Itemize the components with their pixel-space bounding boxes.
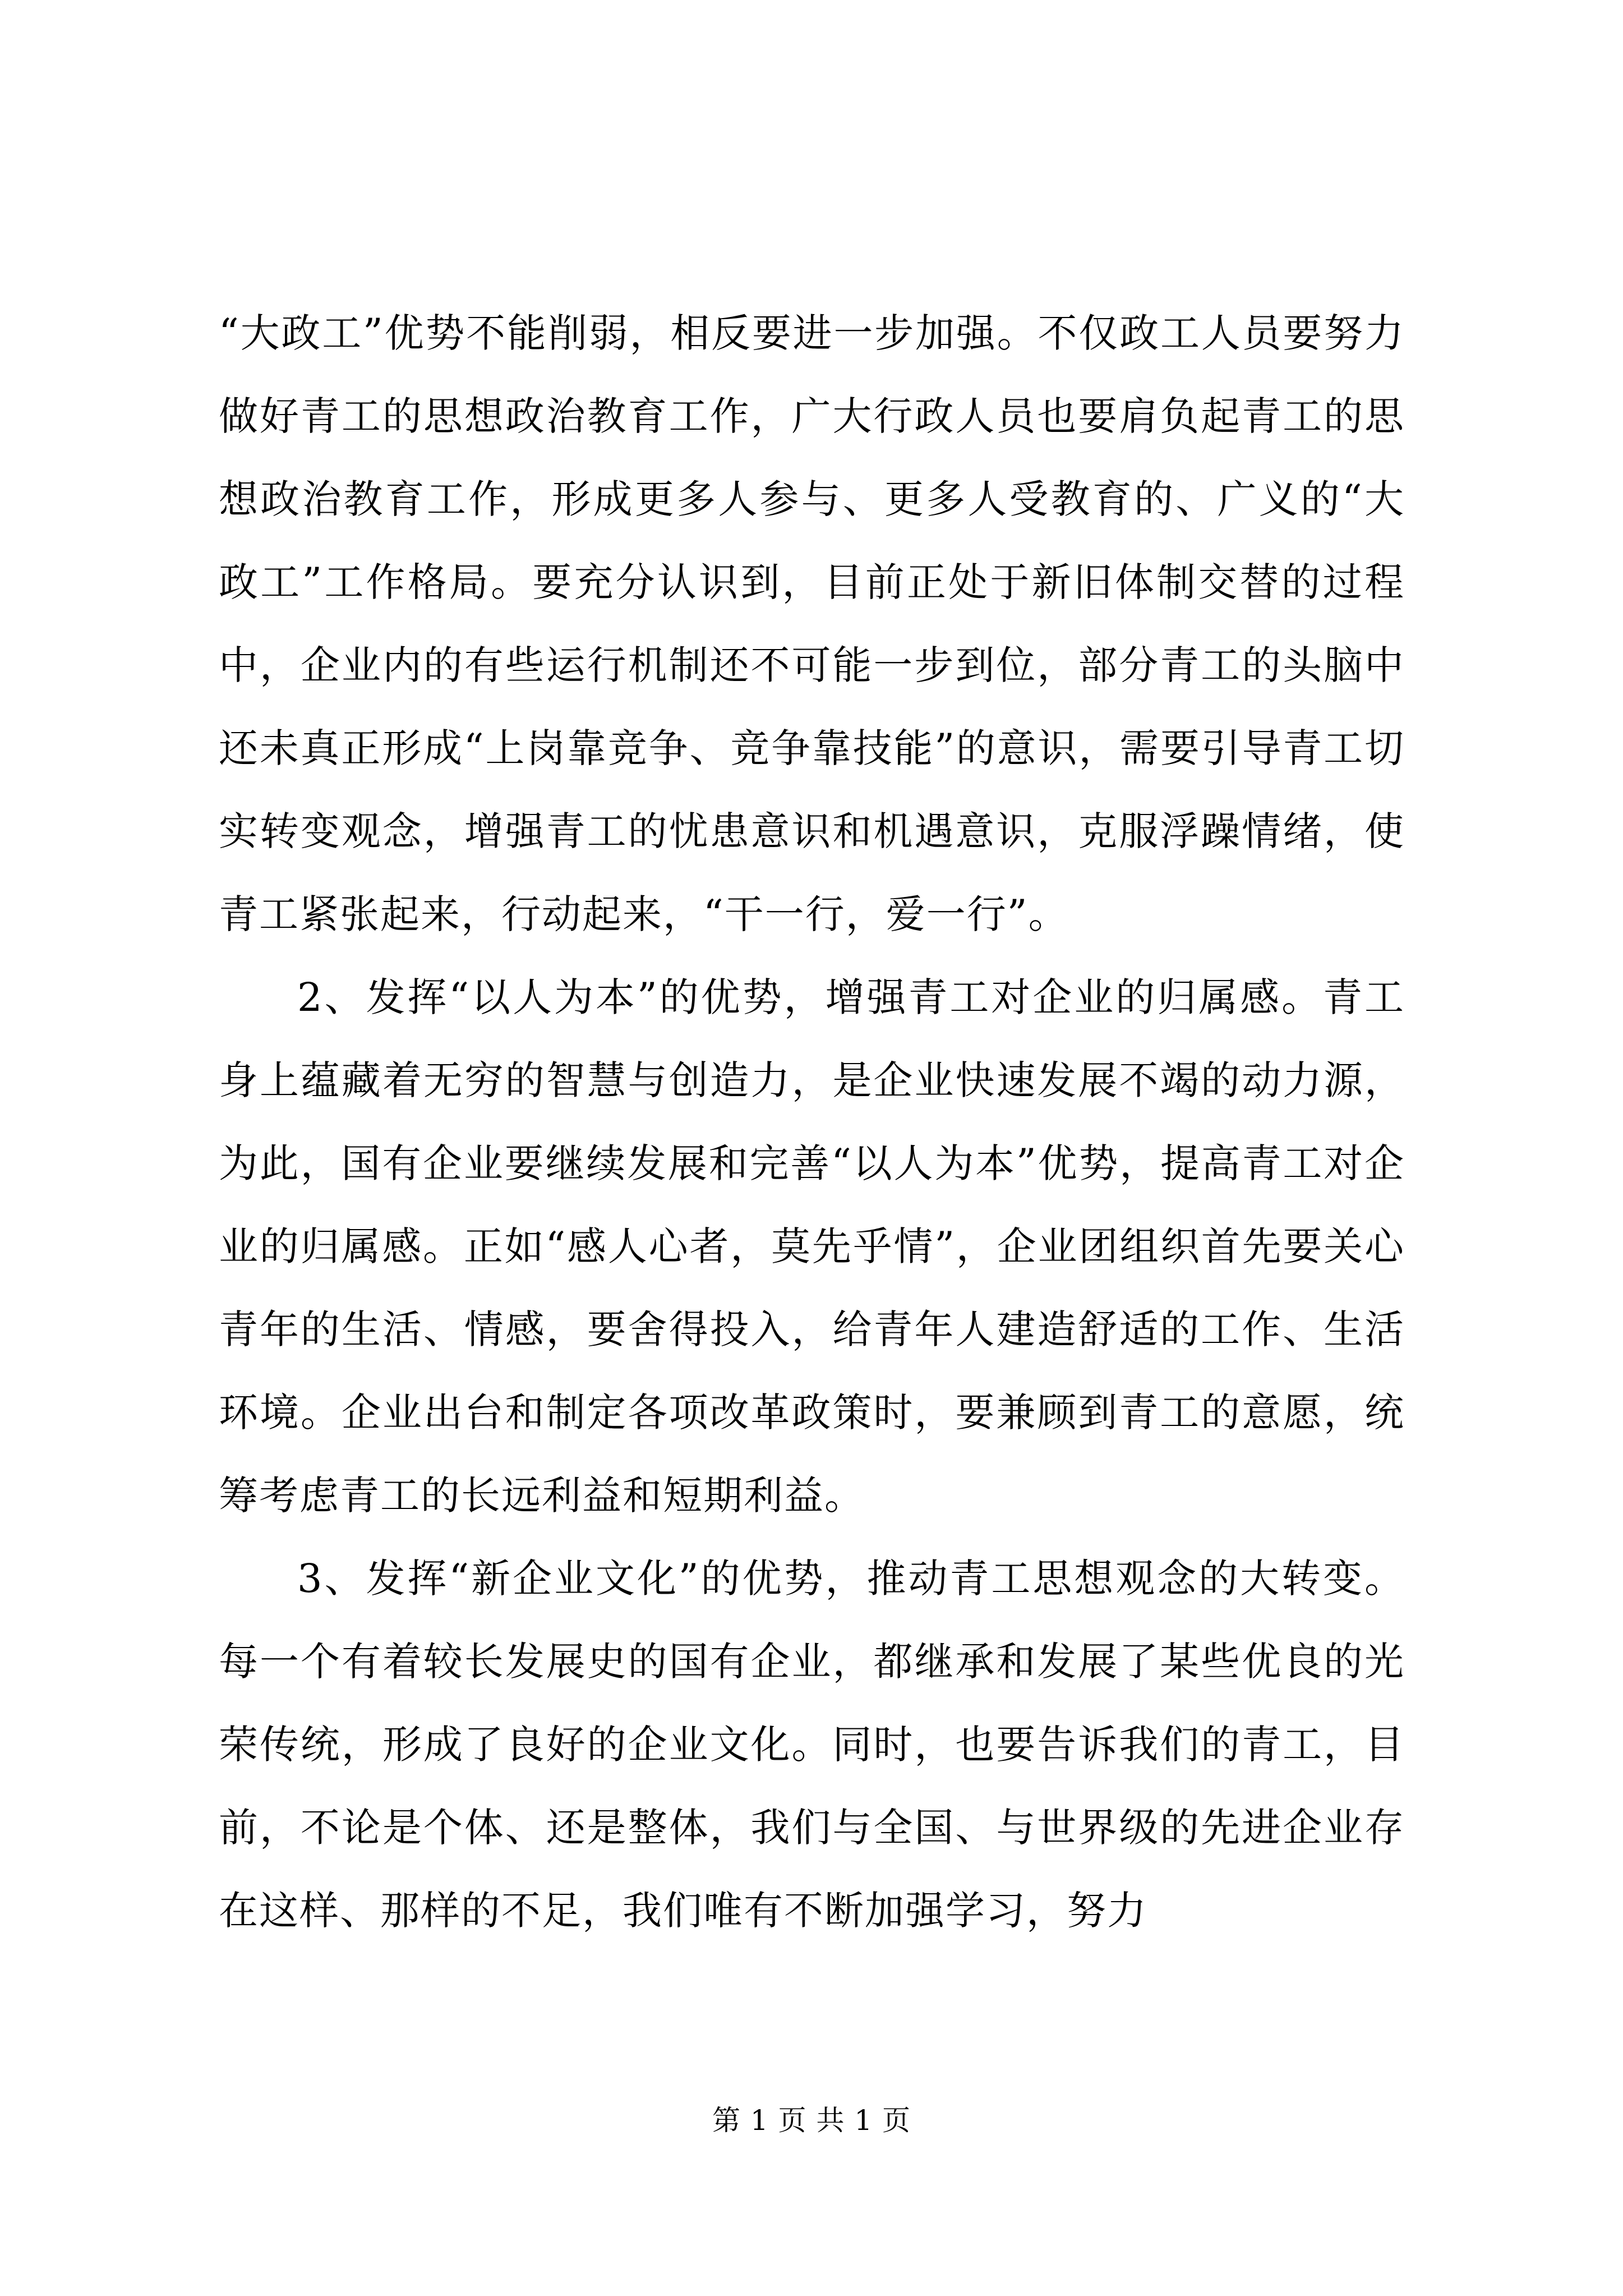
- paragraph-xin-qi-ye-wen-hua: 3、发挥“新企业文化”的优势，推动青工思想观念的大转变。每一个有着较长发展史的国有企业，都继承和发展了某些优良的光荣传统，形成了良好的企业文化。同时，也要告诉我们的青工，目前，不论是个体、还是整体，我们与全国、与世界级的先进企业存在这样、那样的不足，我们唯有不断加强学习，努力: [219, 1556, 1405, 1934]
- paragraph-da-zheng-gong: “大政工”优势不能削弱，相反要进一步加强。不仅政工人员要努力做好青工的思想政治教育工作，广大行政人员也要肩负起青工的思想政治教育工作，形成更多人参与、更多人受教育的、广义的“大政工”工作格局。要充分认识到，目前正处于新旧体制交替的过程中，企业内的有些运行机制还不可能一步到位，部分青工的头脑中还未真正形成“上岗靠竞争、竞争靠技能”的意识，需要引导青工切实转变观念，增强青工的忧患意识和机遇意识，克服浮躁情绪，使青工紧张起来，行动起来，“干一行，爱一行”。: [219, 310, 1405, 937]
- paragraph-yi-ren-wei-ben: 2、发挥“以人为本”的优势，增强青工对企业的归属感。青工身上蕴藏着无穷的智慧与创造力，是企业快速发展不竭的动力源，为此，国有企业要继续发展和完善“以人为本”优势，提高青工对企业的归属感。正如“感人心者，莫先乎情”，企业团组织首先要关心青年的生活、情感，要舍得投入，给青年人建造舒适的工作、生活环境。企业出台和制定各项改革政策时，要兼顾到青工的意愿，统筹考虑青工的长远利益和短期利益。: [219, 974, 1405, 1519]
- document-body: [219, 292, 1405, 1952]
- page-number-footer: 第 1 页 共 1 页: [712, 2104, 911, 2137]
